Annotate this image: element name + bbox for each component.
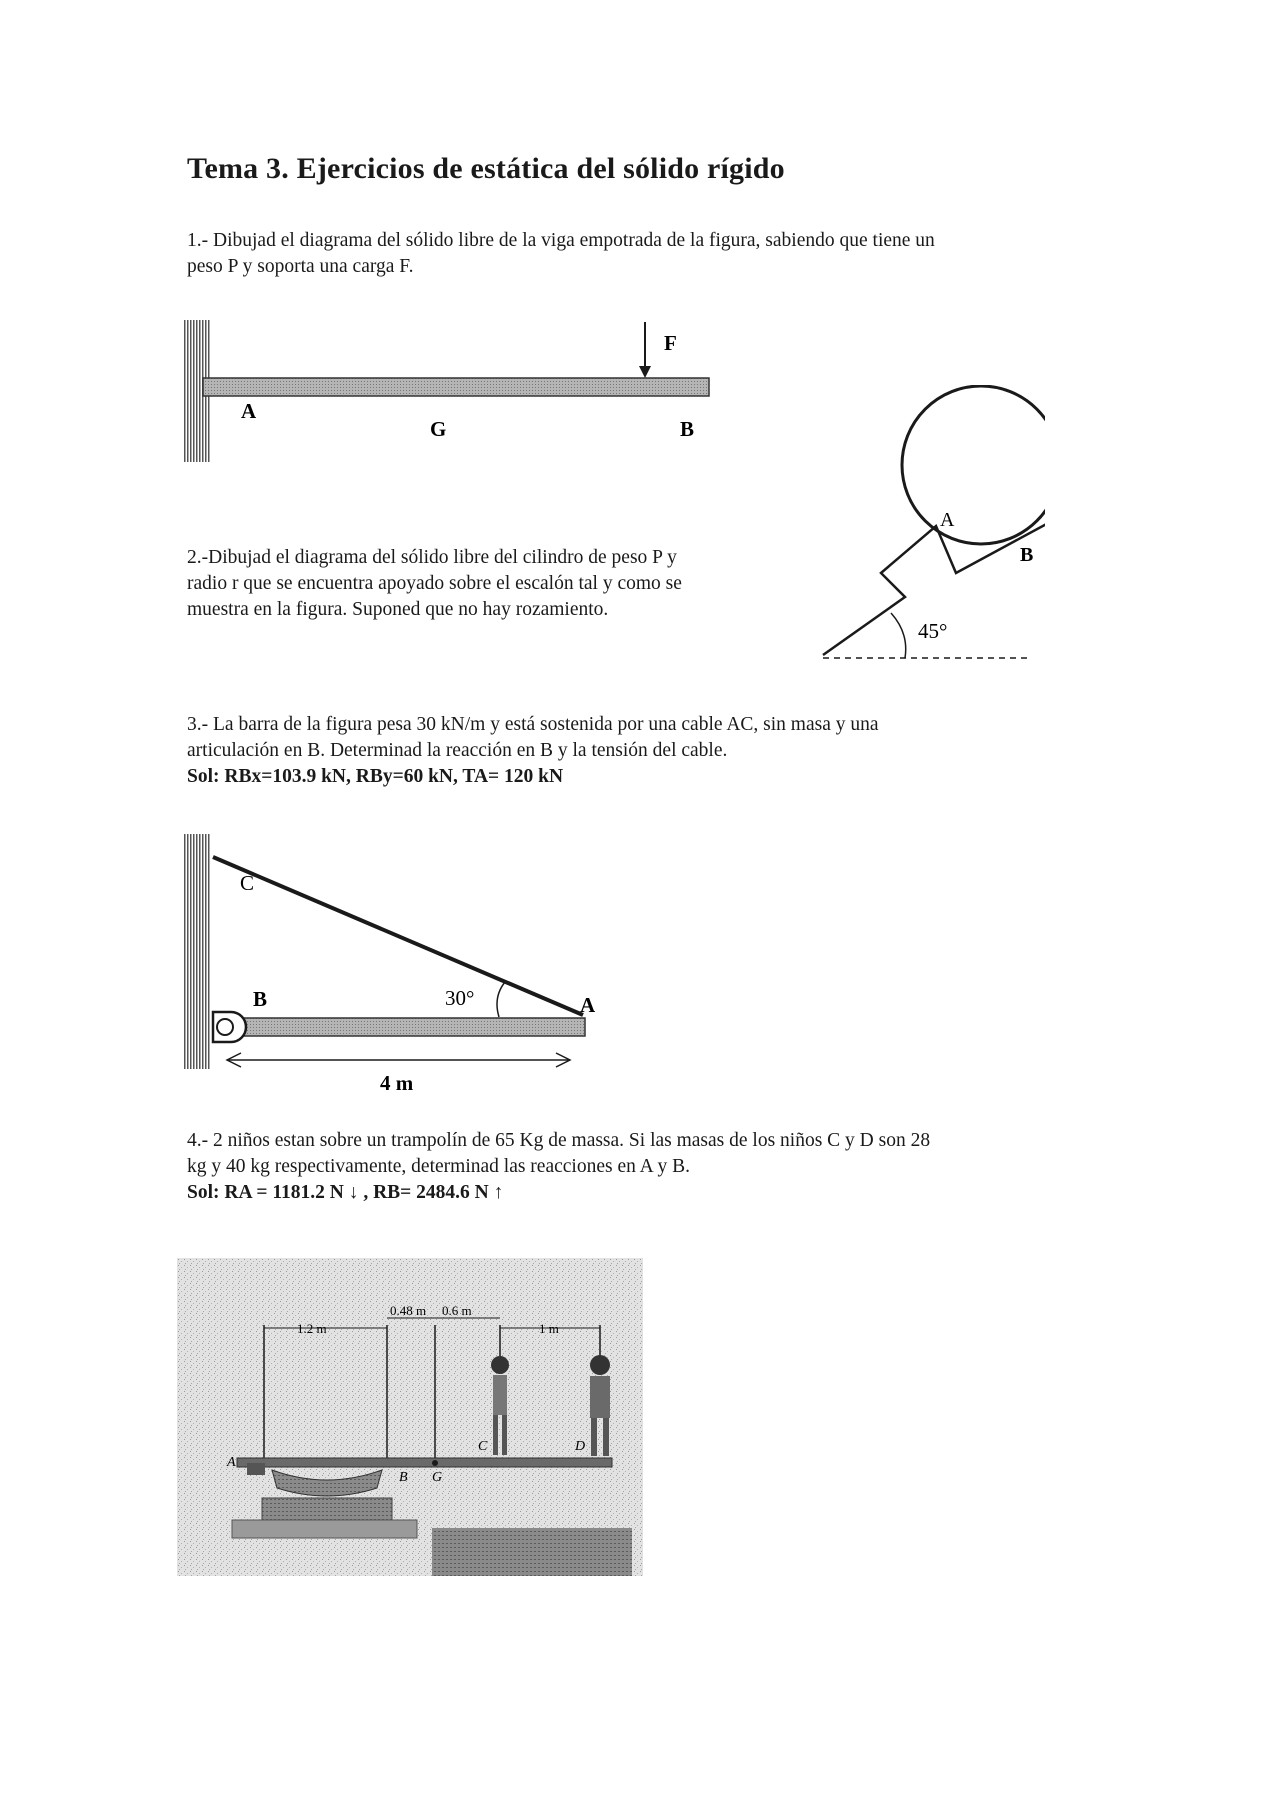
base-block	[262, 1498, 392, 1520]
pool-area	[432, 1528, 632, 1576]
dim-1m: 1 m	[539, 1321, 559, 1336]
hinge-pin	[217, 1019, 233, 1035]
label-g: G	[430, 417, 447, 441]
springboard-plank	[237, 1458, 612, 1467]
problem-3-text	[187, 712, 1107, 790]
problem-3-line-2: articulación en B. Determinad la reacción en B y la tensión del cable.	[187, 740, 728, 761]
center-of-mass-g	[432, 1460, 438, 1466]
problem-1-line-1: Dibujad el diagrama del sólido libre de la viga empotrada de la figura, sabiendo que tiene un	[213, 230, 935, 251]
support-a	[247, 1463, 265, 1475]
figure-cantilever-beam	[175, 318, 735, 468]
problem-1-line-2: peso P y soporta una carga F.	[187, 256, 414, 277]
wall	[183, 834, 211, 1069]
problem-2-line-2: radio r que se encuentra apoyado sobre el escalón tal y como se	[187, 573, 682, 594]
force-f-arrowhead	[639, 366, 651, 378]
beam	[203, 378, 709, 396]
problem-4-number: 4.-	[187, 1130, 209, 1151]
label-a: A	[227, 1455, 236, 1470]
label-angle-45: 45°	[918, 619, 948, 643]
problem-2-line-3: muestra en la figura. Suponed que no hay rozamiento.	[187, 599, 609, 620]
problem-2-line-1: Dibujad el diagrama del sólido libre del cilindro de peso P y	[208, 547, 677, 568]
label-a: A	[580, 993, 596, 1017]
label-b: B	[399, 1470, 408, 1485]
dim-0-6m: 0.6 m	[442, 1303, 472, 1318]
label-a: A	[940, 509, 955, 531]
label-b: B	[1020, 544, 1034, 566]
label-a: A	[241, 399, 257, 423]
cylinder	[902, 386, 1045, 544]
dim-0-48m: 0.48 m	[390, 1303, 427, 1318]
problem-4-line-1: 2 niños estan sobre un trampolín de 65 Kg de massa. Si las masas de los niños C y D son 28	[213, 1130, 931, 1151]
problem-4-text	[187, 1128, 1107, 1206]
label-g: G	[432, 1470, 443, 1485]
label-angle-30: 30°	[445, 986, 475, 1010]
cable-ac	[213, 857, 583, 1015]
problem-3-number: 3.-	[187, 714, 209, 735]
problem-4-solution: Sol: RA = 1181.2 N ↓ , RB= 2484.6 N ↑	[187, 1182, 504, 1203]
figure-cylinder-on-step	[815, 385, 1045, 670]
label-b: B	[253, 987, 268, 1011]
problem-2-number: 2.-	[187, 547, 209, 568]
figure-bar-and-cable	[175, 832, 615, 1102]
page-title: Tema 3. Ejercicios de estática del sólido rígido	[187, 152, 785, 185]
figure-springboard	[177, 1258, 643, 1576]
angle-arc	[891, 613, 906, 658]
label-b: B	[680, 417, 695, 441]
bar	[233, 1018, 585, 1036]
angle-arc	[497, 982, 505, 1017]
problem-1-text	[187, 228, 1107, 280]
label-f: F	[664, 331, 677, 355]
label-d: D	[575, 1439, 586, 1454]
problem-1-number: 1.-	[187, 230, 209, 251]
problem-4-line-2: kg y 40 kg respectivamente, determinad las reacciones en A y B.	[187, 1156, 691, 1177]
label-c: C	[240, 871, 255, 895]
label-c: C	[478, 1439, 488, 1454]
label-length: 4 m	[380, 1071, 414, 1095]
problem-2-text	[187, 545, 827, 623]
problem-3-line-1: La barra de la figura pesa 30 kN/m y está sostenida por una cable AC, sin masa y una	[213, 714, 879, 735]
base-platform	[232, 1520, 417, 1538]
dim-1-2m: 1.2 m	[297, 1321, 327, 1336]
problem-3-solution: Sol: RBx=103.9 kN, RBy=60 kN, TA= 120 kN	[187, 766, 564, 787]
